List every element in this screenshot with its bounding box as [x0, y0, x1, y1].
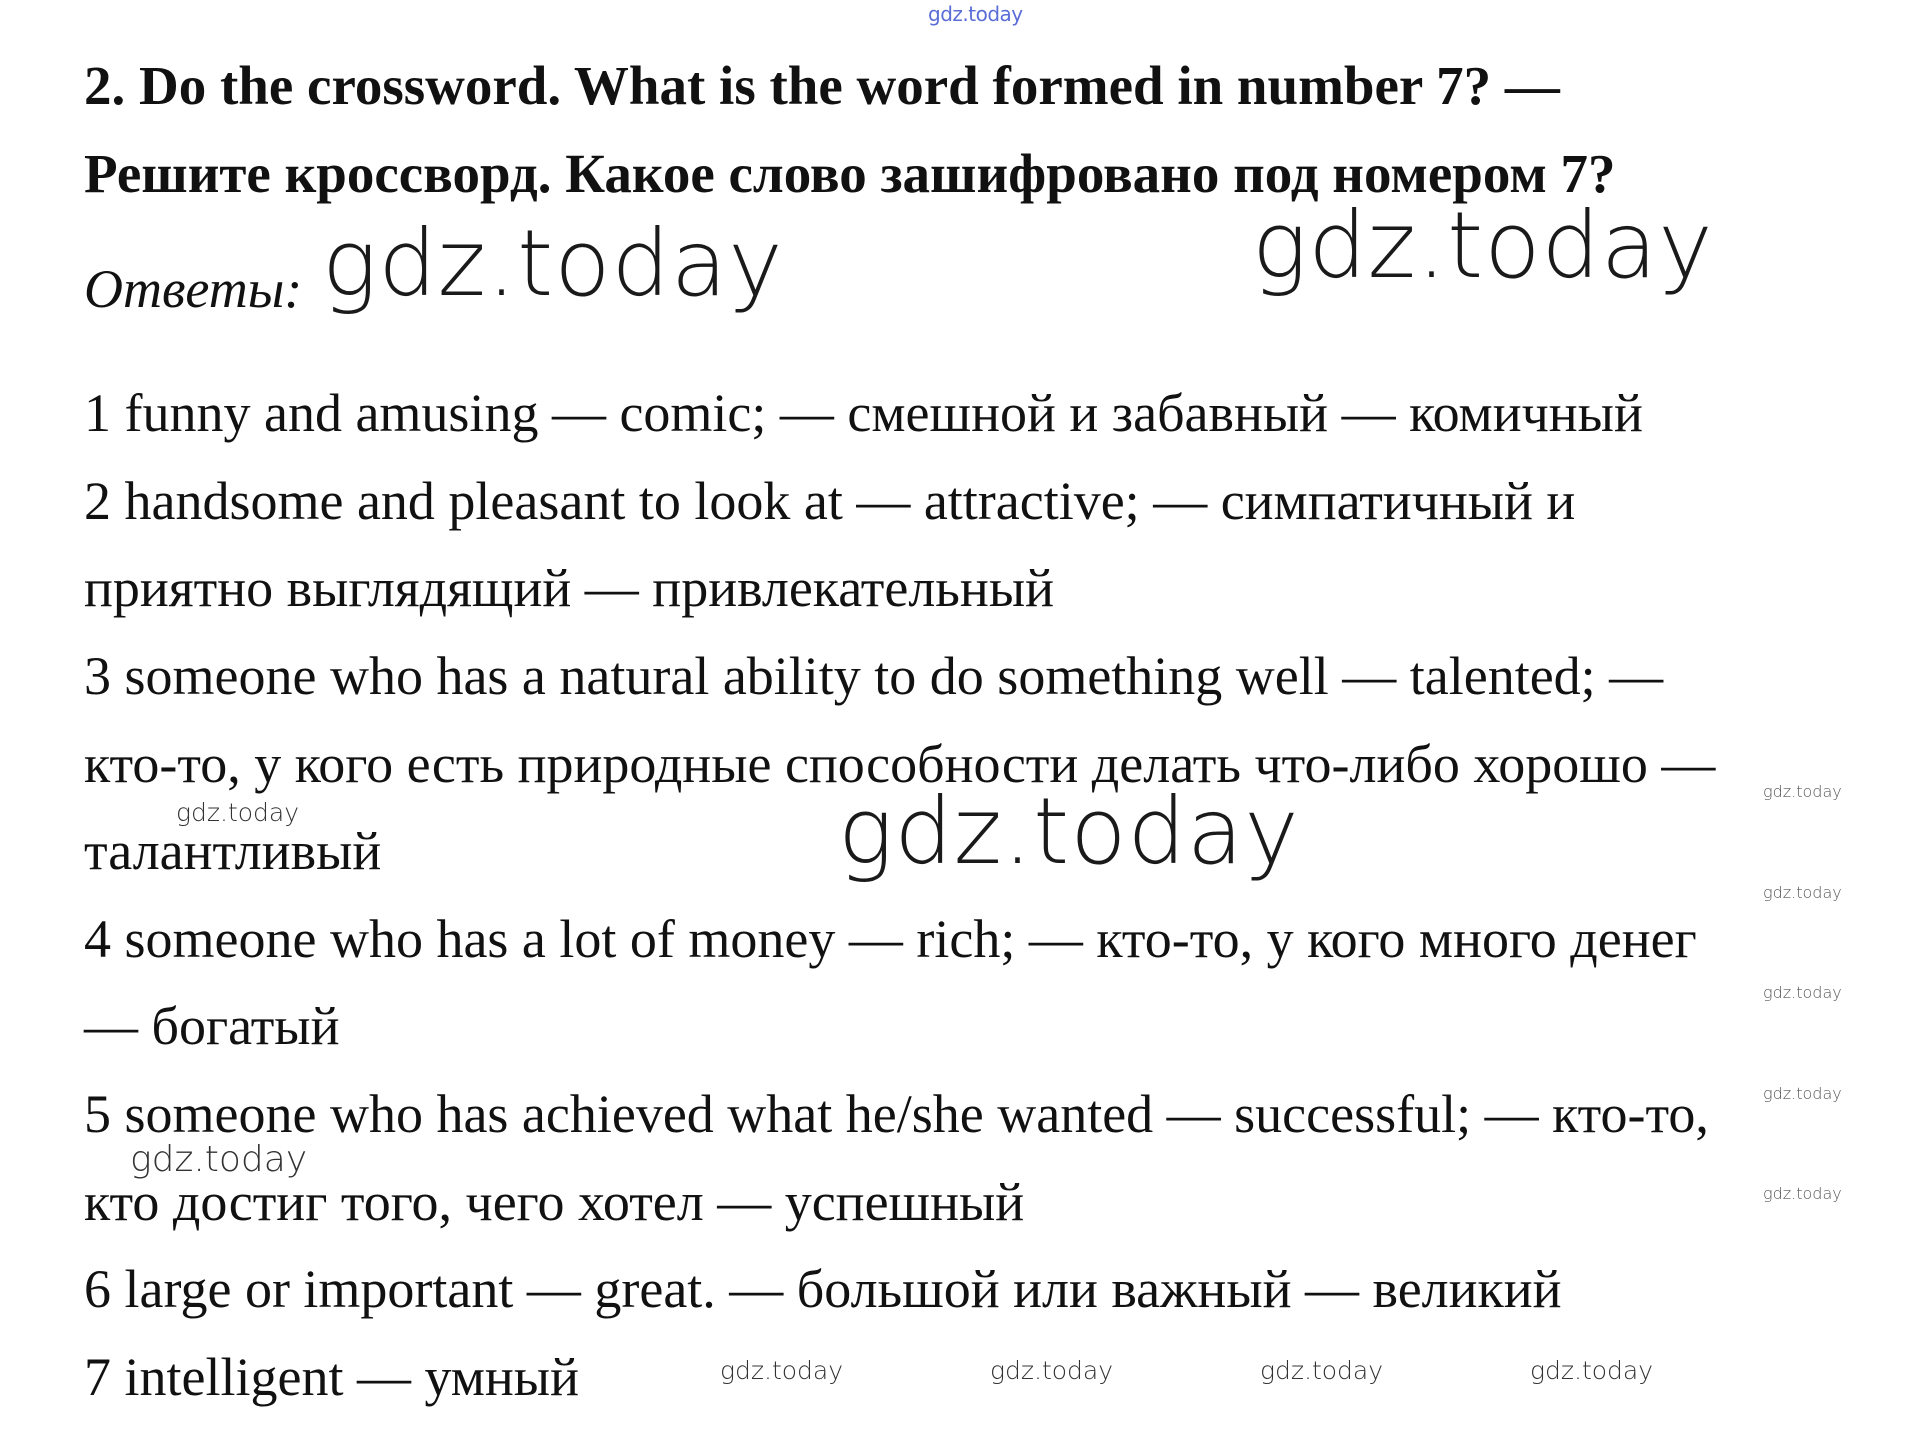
answer-line-6: 6 large or important — great. — большой или важный — великий [84, 1259, 1562, 1319]
task-title-russian: Решите кроссворд. Какое слово зашифровано под номером 7? [84, 143, 1616, 204]
watermark: gdz.today [1763, 883, 1842, 902]
watermark: gdz.today [1260, 1356, 1384, 1385]
watermark: gdz.today [1763, 1084, 1842, 1103]
answer-line-3: 3 someone who has a natural ability to do something well — talented; — [84, 646, 1664, 706]
answer-line-7: 7 intelligent — умный [84, 1347, 579, 1407]
task-title-english: 2. Do the crossword. What is the word formed in number 7? — [84, 55, 1560, 116]
answer-line-1: 1 funny and amusing — comic; — смешной и забавный — комичный [84, 383, 1643, 443]
answer-line-5-cont: кто достиг того, чего хотел — успешный [84, 1172, 1025, 1232]
answer-line-2-cont: приятно выглядящий — привлекательный [84, 558, 1054, 618]
watermark: gdz.today [1763, 782, 1842, 801]
answer-line-4: 4 someone who has a lot of money — rich; — кто-то, у кого много денег [84, 909, 1697, 969]
watermark: gdz.today [720, 1356, 844, 1385]
answer-line-4-cont: — богатый [84, 996, 340, 1056]
header-watermark: gdz.today [928, 2, 1023, 26]
watermark: gdz.today [1763, 983, 1842, 1002]
watermark: gdz.today [322, 210, 784, 317]
watermark: gdz.today [1763, 1184, 1842, 1203]
watermark: gdz.today [176, 798, 300, 827]
answers-label: Ответы: [84, 259, 303, 319]
watermark: gdz.today [1530, 1356, 1654, 1385]
watermark: gdz.today [838, 778, 1300, 885]
answer-line-3-cont: кто-то, у кого есть природные способности делать что-либо хорошо — [84, 734, 1716, 794]
watermark: gdz.today [990, 1356, 1114, 1385]
watermark: gdz.today [1252, 192, 1714, 299]
answer-line-5: 5 someone who has achieved what he/she wanted — successful; — кто-то, [84, 1084, 1709, 1144]
answer-line-2: 2 handsome and pleasant to look at — attractive; — симпатичный и [84, 471, 1576, 531]
watermark: gdz.today [130, 1139, 308, 1180]
answer-line-3-cont2: талантливый [84, 821, 382, 881]
